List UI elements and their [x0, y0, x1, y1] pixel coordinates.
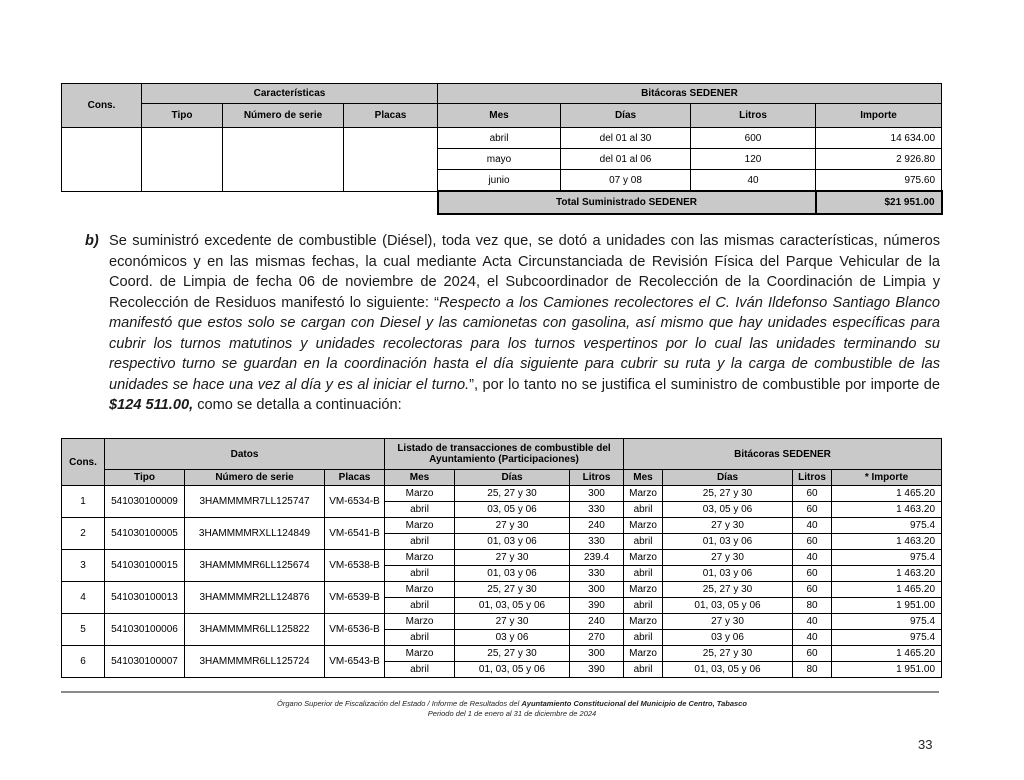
cell-importe: 14 634.00 — [816, 128, 942, 149]
cell-litros: 300 — [570, 582, 624, 598]
cell-litros: 330 — [570, 534, 624, 550]
cell-importe: 1 465.20 — [832, 646, 942, 662]
header-bitacoras: Bitácoras SEDENER — [438, 84, 942, 104]
cell-mes: junio — [438, 170, 561, 192]
header-mes: Mes — [385, 470, 455, 486]
cell-dias-bitacora: 27 y 30 — [663, 550, 793, 566]
cell-numero-serie: 3HAMMMMR6LL125674 — [185, 550, 325, 582]
header-cons: Cons. — [62, 439, 105, 486]
cell-litros-bitacora: 60 — [793, 646, 832, 662]
cell-litros: 390 — [570, 598, 624, 614]
cell-importe: 975.4 — [832, 518, 942, 534]
cell-tipo — [142, 128, 223, 192]
cell-litros: 390 — [570, 662, 624, 678]
cell-litros: 40 — [691, 170, 816, 192]
cell-dias: 25, 27 y 30 — [455, 582, 570, 598]
cell-litros-bitacora: 60 — [793, 534, 832, 550]
cell-dias: del 01 al 06 — [561, 149, 691, 170]
table-row — [62, 550, 942, 566]
cell-dias: 27 y 30 — [455, 518, 570, 534]
cell-dias: 01, 03 y 06 — [455, 566, 570, 582]
cell-mes-bitacora: abril — [624, 502, 663, 518]
cell-numero-serie: 3HAMMMMR2LL124876 — [185, 582, 325, 614]
footer-line1-a: Órgano Superior de Fiscalización del Estado / Informe de Resultados del — [277, 699, 522, 708]
cell-litros-bitacora: 40 — [793, 630, 832, 646]
cell-mes: abril — [385, 630, 455, 646]
cell-mes-bitacora: Marzo — [624, 614, 663, 630]
cell-numero-serie: 3HAMMMMRXLL124849 — [185, 518, 325, 550]
header-caracteristicas: Características — [142, 84, 438, 104]
header-numero-serie: Número de serie — [185, 470, 325, 486]
cell-tipo: 541030100009 — [105, 486, 185, 518]
cell-dias: 03, 05 y 06 — [455, 502, 570, 518]
cell-dias-bitacora: 01, 03, 05 y 06 — [663, 598, 793, 614]
cell-cons: 6 — [62, 646, 105, 678]
footer-line1-b: Ayuntamiento Constitucional del Municipio de Centro, Tabasco — [521, 699, 747, 708]
cell-litros: 300 — [570, 486, 624, 502]
cell-litros: 330 — [570, 566, 624, 582]
cell-mes-bitacora: abril — [624, 534, 663, 550]
cell-dias: 25, 27 y 30 — [455, 486, 570, 502]
cell-dias-bitacora: 27 y 30 — [663, 614, 793, 630]
cell-mes: abril — [385, 566, 455, 582]
blank-cell — [62, 191, 438, 214]
fuel-transactions-table — [61, 438, 942, 678]
cell-dias-bitacora: 03, 05 y 06 — [663, 502, 793, 518]
cell-numero-serie: 3HAMMMMR6LL125724 — [185, 646, 325, 678]
cell-tipo: 541030100015 — [105, 550, 185, 582]
cell-numero-serie: 3HAMMMMR6LL125822 — [185, 614, 325, 646]
cell-mes: abril — [385, 502, 455, 518]
cell-placas: VM-6538-B — [325, 550, 385, 582]
cell-importe: 975.60 — [816, 170, 942, 192]
footer-line2: Periodo del 1 de enero al 31 de diciembre de 2024 — [427, 709, 597, 718]
header-dias-bitacora: Días — [663, 470, 793, 486]
cell-litros-bitacora: 60 — [793, 502, 832, 518]
cell-importe: 1 951.00 — [832, 598, 942, 614]
cell-placas: VM-6543-B — [325, 646, 385, 678]
header-datos: Datos — [105, 439, 385, 470]
header-litros: Litros — [691, 104, 816, 128]
cell-importe: 2 926.80 — [816, 149, 942, 170]
cell-cons: 2 — [62, 518, 105, 550]
cell-dias: 03 y 06 — [455, 630, 570, 646]
header-placas: Placas — [344, 104, 438, 128]
cell-litros: 239.4 — [570, 550, 624, 566]
table-row — [62, 128, 942, 149]
cell-litros: 330 — [570, 502, 624, 518]
cell-litros: 300 — [570, 646, 624, 662]
paragraph-body — [109, 231, 940, 416]
cell-litros-bitacora: 60 — [793, 566, 832, 582]
cell-mes: mayo — [438, 149, 561, 170]
cell-dias: 01, 03, 05 y 06 — [455, 598, 570, 614]
cell-dias-bitacora: 27 y 30 — [663, 518, 793, 534]
cell-dias-bitacora: 25, 27 y 30 — [663, 582, 793, 598]
cell-dias-bitacora: 03 y 06 — [663, 630, 793, 646]
cell-mes: Marzo — [385, 550, 455, 566]
cell-importe: 1 465.20 — [832, 486, 942, 502]
cell-placas: VM-6534-B — [325, 486, 385, 518]
cell-tipo: 541030100005 — [105, 518, 185, 550]
cell-dias: 27 y 30 — [455, 550, 570, 566]
cell-mes-bitacora: abril — [624, 662, 663, 678]
cell-litros-bitacora: 80 — [793, 598, 832, 614]
cell-mes: abril — [438, 128, 561, 149]
cell-cons: 4 — [62, 582, 105, 614]
paragraph-text-1: Se suministró excedente de combustible (Diésel), toda vez que, se dotó a unidades con las mismas características, números económicos y en las mismas fechas, la cual mediante Acta Circunstanciada de Revisión Física del Parque Vehicular de la Coord. de Limpia de fecha 06 de noviembre de 2024, el Subcoordinador de Recolección de la Coordinación de Limpia y Recolección de Residuos manifestó lo siguiente: “ — [109, 233, 940, 311]
header-litros: Litros — [570, 470, 624, 486]
header-tipo: Tipo — [105, 470, 185, 486]
paragraph-label: b) — [85, 233, 99, 249]
cell-importe: 1 463.20 — [832, 502, 942, 518]
cell-importe: 975.4 — [832, 630, 942, 646]
header-importe: * Importe — [832, 470, 942, 486]
cell-importe: 1 465.20 — [832, 582, 942, 598]
cell-numero-serie: 3HAMMMMR7LL125747 — [185, 486, 325, 518]
header-bitacoras: Bitácoras SEDENER — [624, 439, 942, 470]
cell-mes-bitacora: Marzo — [624, 486, 663, 502]
cell-mes-bitacora: abril — [624, 598, 663, 614]
cell-importe: 975.4 — [832, 550, 942, 566]
header-mes: Mes — [438, 104, 561, 128]
cell-mes-bitacora: Marzo — [624, 550, 663, 566]
cell-dias-bitacora: 25, 27 y 30 — [663, 646, 793, 662]
page-number: 33 — [918, 737, 933, 752]
cell-litros-bitacora: 80 — [793, 662, 832, 678]
paragraph-text-3: como se detalla a continuación: — [193, 397, 402, 413]
header-tipo: Tipo — [142, 104, 223, 128]
cell-litros: 600 — [691, 128, 816, 149]
cell-importe: 975.4 — [832, 614, 942, 630]
table-row — [62, 518, 942, 534]
cell-cons: 5 — [62, 614, 105, 646]
cell-importe: 1 951.00 — [832, 662, 942, 678]
cell-litros: 270 — [570, 630, 624, 646]
cell-dias: 27 y 30 — [455, 614, 570, 630]
finding-paragraph — [85, 231, 940, 416]
header-litros-bitacora: Litros — [793, 470, 832, 486]
cell-mes: abril — [385, 534, 455, 550]
cell-litros-bitacora: 60 — [793, 582, 832, 598]
cell-dias: 01, 03 y 06 — [455, 534, 570, 550]
cell-litros-bitacora: 40 — [793, 550, 832, 566]
cell-mes: abril — [385, 662, 455, 678]
cell-mes-bitacora: abril — [624, 566, 663, 582]
footer-divider — [61, 691, 939, 693]
header-dias: Días — [561, 104, 691, 128]
cell-dias-bitacora: 01, 03 y 06 — [663, 566, 793, 582]
paragraph-amount: $124 511.00, — [109, 397, 194, 413]
cell-mes: abril — [385, 598, 455, 614]
cell-mes: Marzo — [385, 486, 455, 502]
cell-cons — [62, 128, 142, 192]
cell-mes-bitacora: Marzo — [624, 518, 663, 534]
cell-placas: VM-6536-B — [325, 614, 385, 646]
cell-litros-bitacora: 40 — [793, 614, 832, 630]
cell-mes: Marzo — [385, 614, 455, 630]
paragraph-text-2: ”, por lo tanto no se justifica el suministro de combustible por importe de — [469, 376, 940, 393]
cell-mes-bitacora: Marzo — [624, 646, 663, 662]
cell-tipo: 541030100007 — [105, 646, 185, 678]
table-row — [62, 646, 942, 662]
cell-mes-bitacora: abril — [624, 630, 663, 646]
cell-mes-bitacora: Marzo — [624, 582, 663, 598]
cell-dias-bitacora: 01, 03, 05 y 06 — [663, 662, 793, 678]
cell-dias: 07 y 08 — [561, 170, 691, 192]
sedener-summary-table — [61, 83, 943, 215]
cell-tipo: 541030100013 — [105, 582, 185, 614]
cell-dias: del 01 al 30 — [561, 128, 691, 149]
cell-mes: Marzo — [385, 582, 455, 598]
cell-importe: 1 463.20 — [832, 534, 942, 550]
header-numero-serie: Número de serie — [223, 104, 344, 128]
header-mes-bitacora: Mes — [624, 470, 663, 486]
cell-litros: 240 — [570, 614, 624, 630]
cell-litros-bitacora: 40 — [793, 518, 832, 534]
table-row — [62, 486, 942, 502]
page-footer — [0, 699, 1024, 719]
header-dias: Días — [455, 470, 570, 486]
cell-cons: 1 — [62, 486, 105, 518]
cell-cons: 3 — [62, 550, 105, 582]
cell-placas — [344, 128, 438, 192]
cell-litros: 120 — [691, 149, 816, 170]
cell-importe: 1 463.20 — [832, 566, 942, 582]
cell-placas: VM-6541-B — [325, 518, 385, 550]
cell-dias-bitacora: 01, 03 y 06 — [663, 534, 793, 550]
cell-dias: 01, 03, 05 y 06 — [455, 662, 570, 678]
cell-numero-serie — [223, 128, 344, 192]
total-label: Total Suministrado SEDENER — [438, 191, 816, 214]
total-value: $21 951.00 — [816, 191, 942, 214]
cell-tipo: 541030100006 — [105, 614, 185, 646]
table-row — [62, 614, 942, 630]
cell-litros-bitacora: 60 — [793, 486, 832, 502]
cell-mes: Marzo — [385, 518, 455, 534]
cell-dias: 25, 27 y 30 — [455, 646, 570, 662]
header-importe: Importe — [816, 104, 942, 128]
header-listado: Listado de transacciones de combustible del Ayuntamiento (Participaciones) — [385, 439, 624, 470]
table-body — [62, 486, 942, 678]
total-row — [62, 191, 942, 214]
header-placas: Placas — [325, 470, 385, 486]
cell-dias-bitacora: 25, 27 y 30 — [663, 486, 793, 502]
paragraph-quote: Respecto a los Camiones recolectores el C. Iván Ildefonso Santiago Blanco manifestó que estos solo se cargan con Diesel y las camionetas con gasolina, así mismo que hay unidades específicas para cubrir los turnos matutinos y unidades recolectoras para los turnos vespertinos por lo cual las unidades terminando su respectivo turno se guardan en la coordinación hasta el día siguiente para cubrir su ruta y la carga de combustible de las unidades se hace una vez al día y es al iniciar el turno. — [109, 294, 941, 393]
table-row — [62, 582, 942, 598]
header-cons: Cons. — [62, 84, 142, 128]
cell-mes: Marzo — [385, 646, 455, 662]
cell-placas: VM-6539-B — [325, 582, 385, 614]
cell-litros: 240 — [570, 518, 624, 534]
